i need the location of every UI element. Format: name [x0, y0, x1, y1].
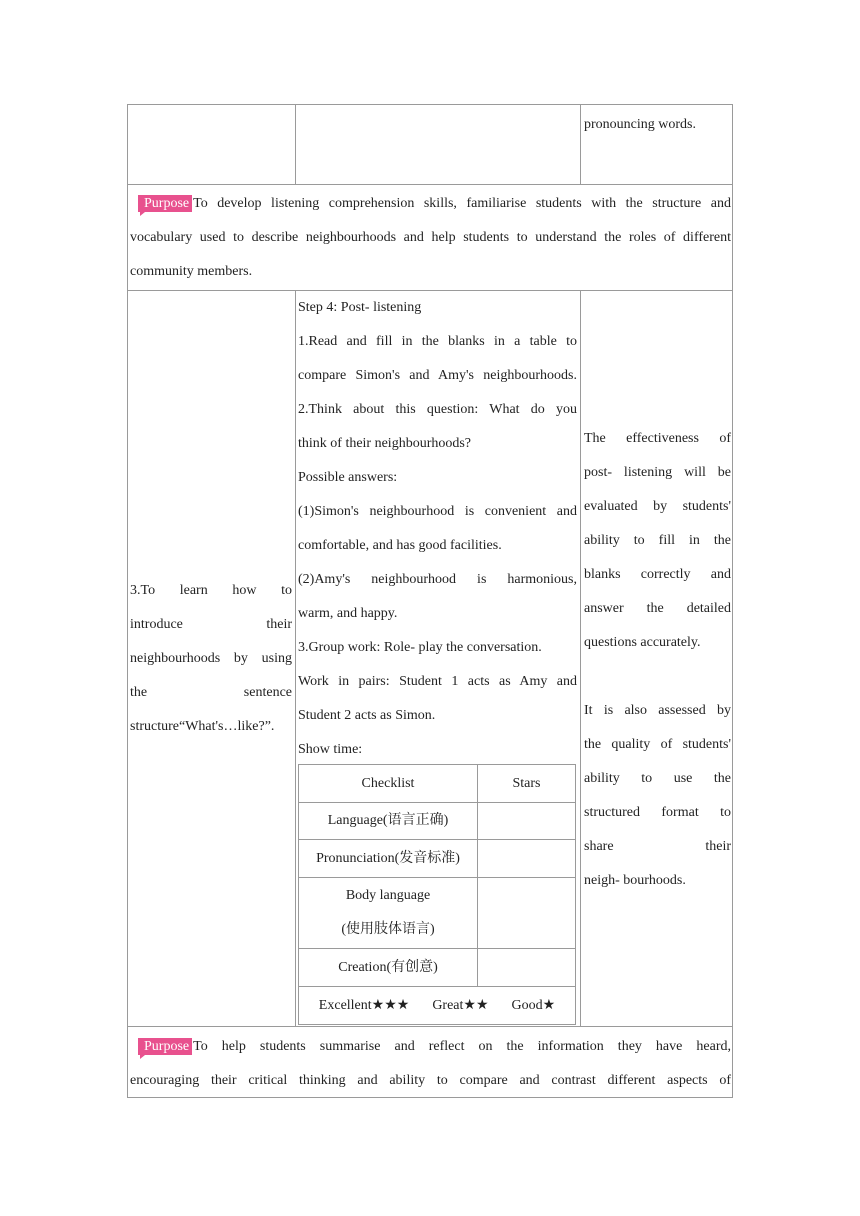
- activity-line13: Show time:: [298, 742, 363, 757]
- activity-cell: [298, 291, 577, 767]
- checklist-item-body-language-line1: Body language: [345, 888, 431, 903]
- objective-line4: the sentence: [130, 685, 292, 700]
- purpose1-line1: [130, 187, 731, 221]
- step-title: Step 4: Post‐ listening: [298, 300, 422, 315]
- checklist-stars-cell: [478, 878, 576, 949]
- checklist-item-pronunciation: Pronunciation(发音标准): [299, 840, 478, 878]
- activity-line10: 3.Group work: Role‐ play the conversation.: [298, 640, 542, 655]
- purpose-tag: Purpose: [138, 1038, 192, 1055]
- objective-line1: 3.To learn how to: [130, 583, 292, 598]
- rating-great: Great★★: [432, 997, 489, 1013]
- checklist-item-creation: Creation(有创意): [299, 949, 478, 987]
- activity-line8: (2)Amy's neighbourhood is harmonious,: [298, 572, 577, 587]
- main-divider-1: [295, 291, 296, 1026]
- evaluation-spacer: [584, 660, 731, 694]
- evaluation-line13: neigh‐ bourhoods.: [584, 873, 686, 888]
- evaluation-line10: ability to use the: [584, 771, 731, 786]
- checklist-item-language: Language(语言正确): [299, 803, 478, 840]
- main-row-bottom-border: [128, 1026, 732, 1027]
- evaluation-line5: blanks correctly and: [584, 567, 731, 582]
- checklist-header-stars: Stars: [478, 765, 576, 803]
- checklist-stars-cell: [478, 840, 576, 878]
- checklist-table: [298, 764, 576, 1025]
- checklist-header-row: [299, 765, 576, 803]
- evaluation-line12: share their: [584, 839, 731, 854]
- checklist-stars-cell: [478, 949, 576, 987]
- activity-line4: think of their neighbourhoods?: [298, 436, 472, 451]
- checklist-item-body-language: [299, 878, 478, 949]
- activity-line1: 1.Read and fill in the blanks in a table to: [298, 334, 577, 349]
- evaluation-line3: evaluated by students': [584, 499, 731, 514]
- activity-line2: compare Simon's and Amy's neighbourhoods.: [298, 368, 577, 383]
- checklist-stars-cell: [478, 803, 576, 840]
- checklist-header-label: Checklist: [299, 765, 478, 803]
- purpose1-line3: community members.: [130, 264, 253, 279]
- activity-line6: (1)Simon's neighbourhood is convenient and: [298, 504, 577, 519]
- objective-cell: [130, 574, 292, 744]
- rating-good: Good★: [511, 997, 556, 1013]
- rating-scale: [299, 987, 576, 1025]
- purpose-tag: Purpose: [138, 195, 192, 212]
- activity-line3: 2.Think about this question: What do you: [298, 402, 577, 417]
- checklist-rating-row: [299, 987, 576, 1025]
- purpose1-paragraph: [130, 187, 731, 289]
- activity-line5: Possible answers:: [298, 470, 398, 485]
- purpose2-text1: To help students summarise and reflect on the information they have heard,: [193, 1039, 731, 1054]
- evaluation-line7: questions accurately.: [584, 635, 701, 650]
- checklist-row: [299, 878, 576, 949]
- objective-line3: neighbourhoods by using: [130, 651, 292, 666]
- evaluation-line6: answer the detailed: [584, 601, 731, 616]
- activity-line7: comfortable, and has good facilities.: [298, 538, 502, 553]
- purpose2-paragraph: [130, 1030, 731, 1098]
- activity-line12: Student 2 acts as Simon.: [298, 708, 436, 723]
- purpose1-line2: vocabulary used to describe neighbourhoods and help students to understand the roles of different: [130, 230, 731, 245]
- purpose2-line2: encouraging their critical thinking and ability to compare and contrast different aspects of: [130, 1073, 731, 1088]
- checklist-row: [299, 949, 576, 987]
- rating-excellent: Excellent★★★: [318, 997, 410, 1013]
- row1-col3-text: pronouncing words.: [584, 117, 696, 132]
- checklist-item-body-language-line2: (使用肢体语言): [341, 922, 435, 937]
- objective-line5: structure“What's…like?”.: [130, 719, 275, 734]
- purpose2-line1: [130, 1030, 731, 1064]
- evaluation-line8: It is also assessed by: [584, 703, 731, 718]
- evaluation-cell: [584, 422, 731, 898]
- main-divider-2: [580, 291, 581, 1026]
- evaluation-line2: post‐ listening will be: [584, 465, 731, 480]
- objective-line2: introduce their: [130, 617, 292, 632]
- activity-line9: warm, and happy.: [298, 606, 398, 621]
- row1-divider-1: [295, 105, 296, 185]
- row1-bottom-border: [128, 184, 732, 185]
- purpose1-text1: To develop listening comprehension skills, familiarise students with the structure and: [193, 196, 731, 211]
- evaluation-line9: the quality of students': [584, 737, 731, 752]
- activity-line11: Work in pairs: Student 1 acts as Amy and: [298, 674, 577, 689]
- checklist-row: [299, 803, 576, 840]
- checklist-row: [299, 840, 576, 878]
- evaluation-line1: The effectiveness of: [584, 431, 731, 446]
- row1-divider-2: [580, 105, 581, 185]
- evaluation-line11: structured format to: [584, 805, 731, 820]
- evaluation-line4: ability to fill in the: [584, 533, 731, 548]
